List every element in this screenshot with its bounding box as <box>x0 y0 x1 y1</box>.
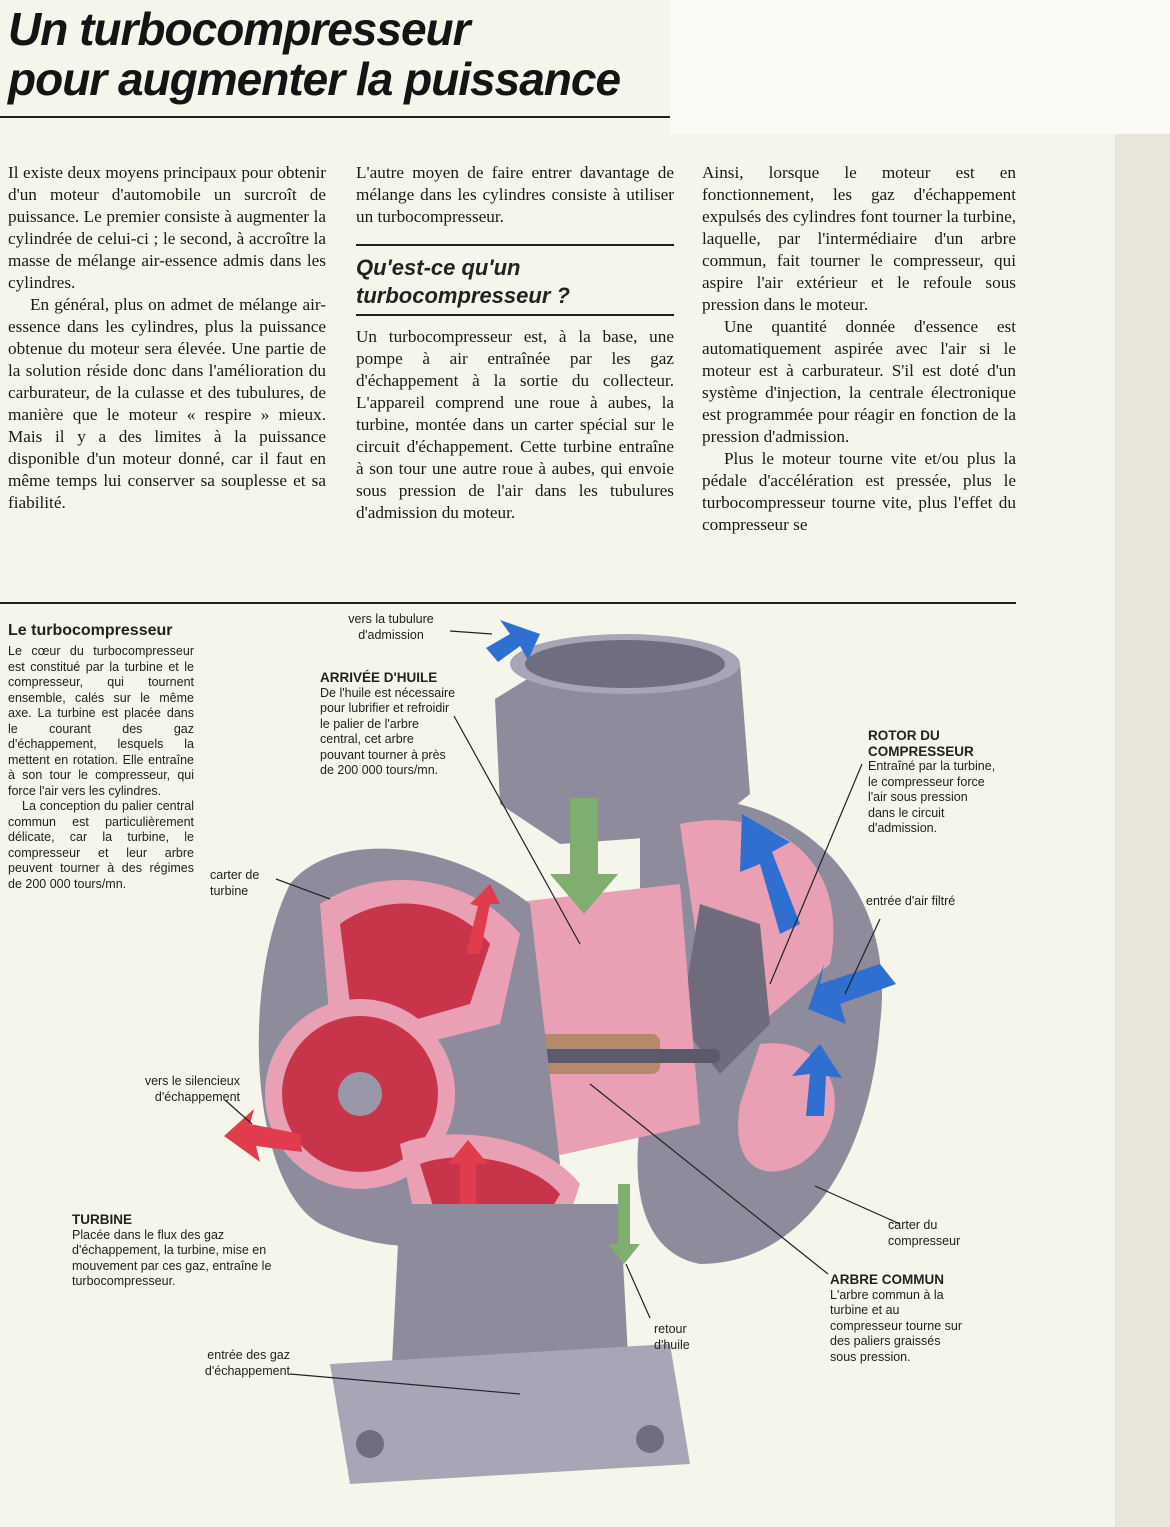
label-heading: ARBRE COMMUN <box>830 1272 944 1287</box>
page-edge-shading <box>1115 134 1170 1527</box>
label-body: L'arbre commun à la turbine et au compresseur tourne sur des paliers graissés sous pression. <box>830 1287 963 1364</box>
title-line-1: Un turbocompresseur <box>8 3 470 55</box>
label-heading: TURBINE <box>72 1212 132 1227</box>
label-arbre-commun <box>830 1272 970 1365</box>
label-turbine <box>72 1212 312 1290</box>
subhead-rule-top <box>356 244 674 246</box>
title-rule <box>0 116 670 118</box>
title-line-2: pour augmenter la puissance <box>8 53 621 105</box>
label-carter-turbine: carter de turbine <box>210 868 260 898</box>
paragraph: Ainsi, lorsque le moteur est en fonctionnement, les gaz d'échappement expulsés des cylindres font tourner la turbine, laquelle, par l'intermédiaire d'un arbre commun, fait tourner le compresseur, qui aspire l'air extérieur et le refoule sous pression dans le moteur. <box>702 163 1016 314</box>
title-backdrop <box>670 0 1170 134</box>
section-heading-line-1: Qu'est-ce qu'un <box>356 255 521 280</box>
label-body: Placée dans le flux des gaz d'échappement, la turbine, mise en mouvement par ces gaz, entraîne le turbocompresseur. <box>72 1227 272 1288</box>
paragraph: Il existe deux moyens principaux pour obtenir d'un moteur d'automobile un surcroît de puissance. Le premier consiste à augmenter la cylindrée de celui-ci ; le second, à accroître la masse de mélange air-essence admis dans les cylindres. <box>8 163 326 292</box>
sidebar-heading: Le turbocompresseur <box>8 622 173 639</box>
text-column-1 <box>8 162 326 514</box>
label-heading: ARRIVÉE D'HUILE <box>320 670 438 685</box>
label-silencieux: vers le silencieux d'échappement <box>144 1074 240 1104</box>
label-arrivee-huile <box>320 670 460 779</box>
text-column-2 <box>356 162 674 524</box>
label-entree-gaz: entrée des gaz d'échappement <box>204 1348 290 1378</box>
paragraph: Plus le moteur tourne vite et/ou plus la pédale d'accélération est pressée, plus le turbocompresseur tourne vite, plus l'effet du compresseur se <box>702 449 1016 534</box>
label-carter-compresseur: carter du compresseur <box>888 1218 961 1248</box>
page-title <box>8 4 708 104</box>
sidebar-paragraph-2: La conception du palier central commun est particulièrement délicate, car la turbine, le compresseur et leur arbre peuvent tourner à des régimes de 200 000 tours/mn. <box>8 799 194 891</box>
label-vers-tubulure: vers la tubulure d'admission <box>348 612 434 642</box>
label-body: Entraîné par la turbine, le compresseur force l'air sous pression dans le circuit d'admission. <box>868 759 996 835</box>
label-body: De l'huile est nécessaire pour lubrifier et refroidir le palier de l'arbre central, cet arbre pouvant tourner à près de 200 000 tours/mn. <box>320 685 456 777</box>
sidebar-caption <box>8 620 194 892</box>
text-column-3 <box>702 162 1016 536</box>
sidebar-paragraph-1: Le cœur du turbocompresseur est constitué par la turbine et le compresseur, qui tournent ensemble, calés sur le même axe. La turbine est placée dans le courant des gaz d'échappement, lesquels la mettent en rotation. Elle entraîne à son tour le compresseur, qui force l'air vers les cylindres. <box>8 644 194 798</box>
paragraph: Un turbocompresseur est, à la base, une pompe à air entraînée par les gaz d'échappement à la sortie du collecteur. L'appareil comprend une roue à aubes, la turbine, montée dans un carter spécial sur le circuit d'échappement. Cette turbine entraîne à son tour une autre roue à aubes, qui envoie sous pression de l'air dans les tubulures d'admission du moteur. <box>356 327 674 522</box>
section-heading-line-2: turbocompresseur ? <box>356 283 570 308</box>
section-heading <box>356 254 674 310</box>
label-heading: ROTOR DU COMPRESSEUR <box>868 728 974 759</box>
label-retour-huile: retour d'huile <box>654 1322 690 1352</box>
label-rotor-compresseur <box>868 728 998 837</box>
paragraph: En général, plus on admet de mélange air-essence dans les cylindres, plus la puissance obtenue du moteur sera élevée. Une partie de la solution réside donc dans l'amélioration du carburateur, de la culasse et des tubulures, de manière que le moteur « respire » mieux. Mais il y a des limites à la puissance disponible d'un moteur donné, car il faut en même temps lui conserver sa souplesse et sa fiabilité. <box>8 295 326 512</box>
paragraph: Une quantité donnée d'essence est automatiquement aspirée avec l'air si le moteur est à carburateur. S'il est doté d'un système d'injection, la centrale électronique est programmée pour réagir en fonction de la pression d'admission. <box>702 317 1016 446</box>
paragraph: L'autre moyen de faire entrer davantage de mélange dans les cylindres consiste à utiliser un turbocompresseur. <box>356 163 674 226</box>
label-entree-air: entrée d'air filtré <box>866 894 956 908</box>
subhead-rule-bottom <box>356 314 674 316</box>
